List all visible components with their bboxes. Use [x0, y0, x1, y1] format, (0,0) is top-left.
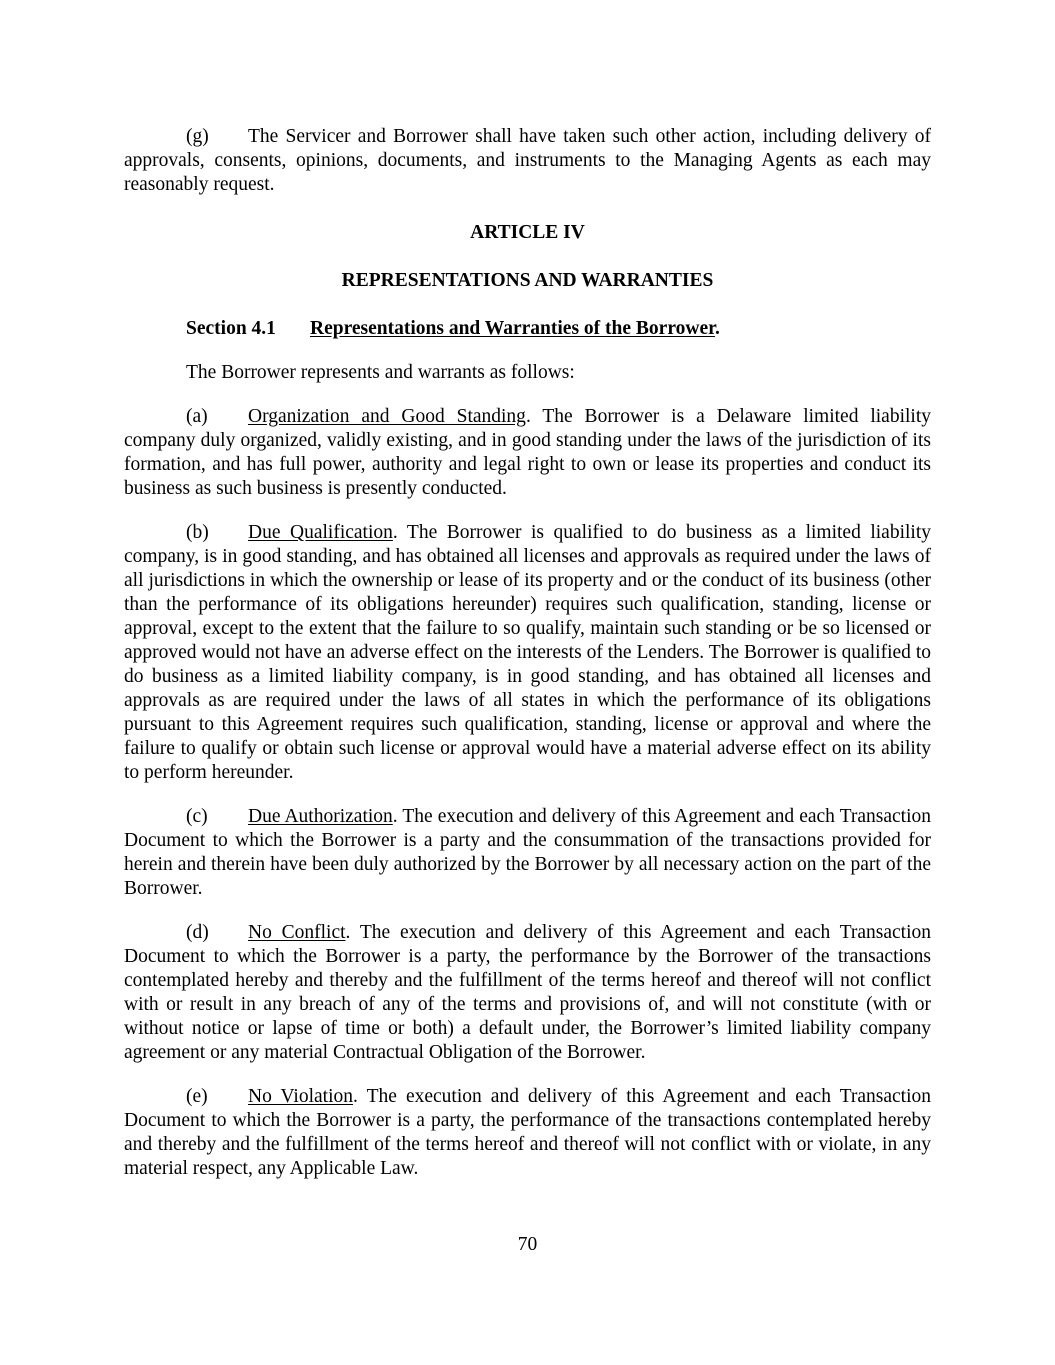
item-e: [124, 1085, 931, 1181]
item-text: . The Borrower is qualified to do business as a limited liability company, is in good standing, and has obtained all licenses and approvals as required under the laws of all jurisdictions in which the ownership or lease of its property and or the conduct of its business (other than the performance of its obligations hereunder) requires such qualification, standing, license or approval, except to the extent that the failure to so qualify, maintain such standing or be so licensed or approved would not have an adverse effect on the interests of the Lenders. The Borrower is qualified to do business as a limited liability company, is in good standing, and has obtained all licenses and approvals as are required under the laws of all states in which the performance of its obligations pursuant to this Agreement requires such qualification, standing, license or approval and where the failure to qualify or obtain such license or approval would have a material adverse effect on its ability to perform hereunder.: [124, 522, 931, 783]
section-heading: [124, 317, 931, 341]
item-label: (a): [186, 406, 208, 427]
item-c: [124, 805, 931, 901]
item-b: [124, 521, 931, 785]
item-heading: Due Authorization: [248, 806, 393, 827]
article-subtitle: REPRESENTATIONS AND WARRANTIES: [341, 270, 714, 291]
item-a: [124, 405, 931, 501]
paragraph-label: (g): [186, 126, 209, 147]
item-text: . The Borrower is a Delaware limited liability company duly organized, validly existing, and in good standing under the laws of the jurisdiction of its formation, and has full power, authority and legal right to own or lease its properties and conduct its business as such business is presently conducted.: [124, 406, 931, 499]
item-heading: No Conflict: [248, 922, 346, 943]
section-title-end: .: [714, 318, 720, 339]
section-number: Section 4.1: [186, 318, 276, 339]
article-title: ARTICLE IV: [470, 222, 585, 243]
paragraph-text: The Servicer and Borrower shall have taken such other action, including delivery of approvals, consents, opinions, documents, and instruments to the Managing Agents as each may reasonably request.: [124, 126, 931, 195]
item-label: (e): [186, 1086, 208, 1107]
item-heading: Organization and Good Standing: [248, 406, 526, 427]
item-heading: No Violation: [248, 1086, 354, 1107]
paragraph-g: [124, 125, 931, 197]
document-page: [124, 125, 931, 1181]
item-label: (d): [186, 922, 209, 943]
item-text: . The execution and delivery of this Agreement and each Transaction Document to which the Borrower is a party, the performance by the Borrower of the transactions contemplated hereby and thereby and the fulfillment of the terms hereof and thereof will not conflict with or result in any breach of any of the terms and provisions of, and will not constitute (with or without notice or lapse of time or both) a default under, the Borrower’s limited liability company agreement or any material Contractual Obligation of the Borrower.: [124, 922, 932, 1063]
item-text: . The execution and delivery of this Agreement and each Transaction Document to which the Borrower is a party, the performance of the transactions contemplated hereby and thereby and the fulfillment of the terms hereof and thereof will not conflict with or violate, in any material respect, any Applicable Law.: [124, 1086, 931, 1179]
item-heading: Due Qualification: [248, 522, 393, 543]
intro-text: The Borrower represents and warrants as follows:: [186, 362, 575, 383]
section-title: Representations and Warranties of the Borrower: [310, 318, 715, 339]
item-d: [124, 921, 931, 1065]
item-label: (c): [186, 806, 208, 827]
item-text: . The execution and delivery of this Agreement and each Transaction Document to which the Borrower is a party and the consummation of the transactions provided for herein and therein have been duly authorized by the Borrower by all necessary action on the part of the Borrower.: [124, 806, 932, 899]
item-label: (b): [186, 522, 209, 543]
page-number: 70: [517, 1234, 538, 1255]
